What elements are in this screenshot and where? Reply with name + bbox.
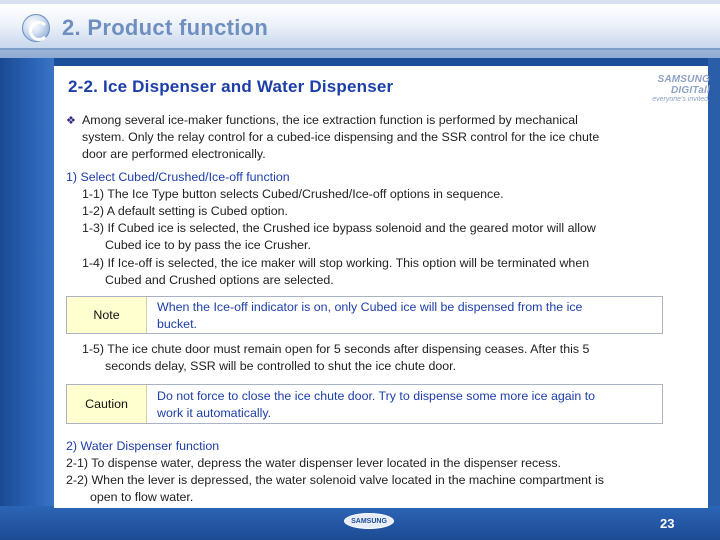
section1-line: 1-1) The Ice Type button selects Cubed/Crushed/Ice-off options in sequence. bbox=[82, 187, 504, 201]
caution-text-line: Do not force to close the ice chute door. Try to dispense some more ice again to bbox=[157, 389, 596, 403]
caution-label: Caution bbox=[67, 385, 147, 423]
caution-box bbox=[66, 384, 663, 424]
section1-line: Cubed and Crushed options are selected. bbox=[105, 273, 334, 287]
section2-heading: 2) Water Dispenser function bbox=[66, 439, 220, 453]
intro-line: door are performed electronically. bbox=[82, 147, 266, 161]
intro-line: Among several ice-maker functions, the ice extraction function is performed by mechanical bbox=[82, 113, 578, 127]
note-box bbox=[66, 296, 663, 334]
samsung-logo bbox=[628, 74, 710, 103]
section1-5-line: 1-5) The ice chute door must remain open for 5 seconds after dispensing ceases. After this 5 bbox=[82, 342, 590, 356]
footer-logo-text: SAMSUNG bbox=[344, 513, 394, 529]
page-title: 2. Product function bbox=[62, 15, 269, 40]
intro-line: system. Only the relay control for a cubed-ice dispensing and the SSR control for the ice chute bbox=[82, 130, 600, 144]
section2-line: 2-1) To dispense water, depress the water dispenser lever located in the dispenser recess. bbox=[66, 456, 561, 470]
caution-text-line: work it automatically. bbox=[157, 406, 272, 420]
section1-line: 1-4) If Ice-off is selected, the ice maker will stop working. This option will be terminated when bbox=[82, 256, 590, 270]
section2-line: 2-2) When the lever is depressed, the water solenoid valve located in the machine compartment is bbox=[66, 473, 604, 487]
right-frame bbox=[708, 58, 720, 540]
header-band bbox=[0, 0, 720, 58]
header-orb-icon bbox=[22, 14, 50, 42]
footer-samsung-logo bbox=[334, 511, 404, 531]
note-text-line: When the Ice-off indicator is on, only Cubed ice will be dispensed from the ice bbox=[157, 300, 583, 314]
left-frame bbox=[0, 58, 54, 540]
logo-sub-text: everyone's invited. bbox=[652, 96, 710, 103]
section1-line: 1-2) A default setting is Cubed option. bbox=[82, 204, 288, 218]
note-label: Note bbox=[67, 297, 147, 333]
section1-line: Cubed ice to by pass the ice Crusher. bbox=[105, 238, 311, 252]
section1-5-line: seconds delay, SSR will be controlled to shut the ice chute door. bbox=[105, 359, 457, 373]
logo-main-text: SAMSUNG DIGITall bbox=[657, 74, 710, 96]
section2-line: open to flow water. bbox=[90, 490, 194, 504]
diamond-bullet-icon: ❖ bbox=[66, 115, 76, 127]
section1-heading: 1) Select Cubed/Crushed/Ice-off function bbox=[66, 170, 290, 184]
section-title: 2-2. Ice Dispenser and Water Dispenser bbox=[68, 77, 394, 96]
section1-line: 1-3) If Cubed ice is selected, the Crushed ice bypass solenoid and the geared motor will allow bbox=[82, 221, 596, 235]
note-text-line: bucket. bbox=[157, 317, 197, 331]
page-number: 23 bbox=[660, 516, 675, 531]
